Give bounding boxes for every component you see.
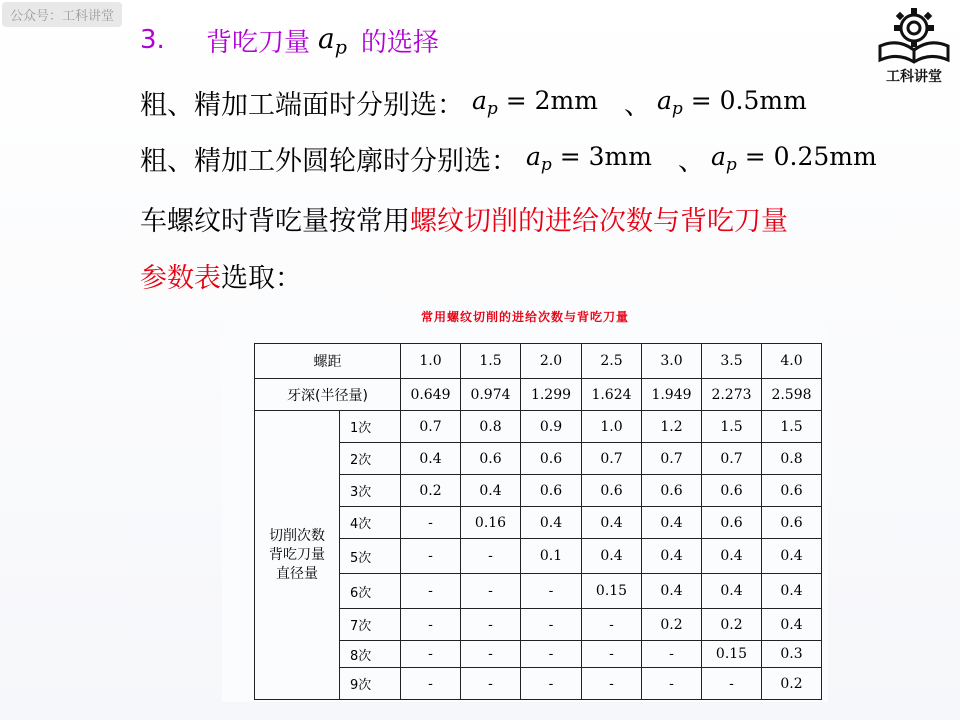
pass-value-cell: 0.15	[702, 641, 762, 668]
line-outer	[140, 134, 877, 182]
logo	[872, 4, 956, 88]
pass-row	[255, 539, 822, 574]
pass-value-cell: -	[401, 641, 461, 668]
pass-value-cell: 0.6	[642, 475, 702, 507]
pass-row	[255, 574, 822, 609]
pass-value-cell: -	[461, 609, 521, 641]
pass-value-cell: 0.6	[521, 475, 582, 507]
pass-value-cell: 1.2	[642, 411, 702, 443]
pass-value-cell: 0.4	[582, 507, 642, 539]
pass-value-cell: 0.15	[582, 574, 642, 609]
pass-value-cell: 0.7	[642, 443, 702, 475]
line-thread	[140, 194, 788, 242]
pass-value-cell: 0.3	[762, 641, 822, 668]
pass-row	[255, 609, 822, 641]
logo-text: 工科讲堂	[886, 69, 942, 85]
line-face	[140, 78, 807, 126]
pass-row	[255, 668, 822, 700]
pass-value-cell: 1.5	[702, 411, 762, 443]
gear-book-icon	[872, 4, 956, 66]
pass-label: 5次	[340, 539, 401, 574]
pass-value-cell: -	[401, 539, 461, 574]
depth-cell: 1.949	[642, 379, 702, 411]
pitch-cell: 4.0	[762, 344, 822, 379]
depth-label: 牙深(半径量)	[255, 379, 401, 411]
depth-cell: 2.273	[702, 379, 762, 411]
section-heading	[140, 18, 439, 62]
pitch-cell: 1.0	[401, 344, 461, 379]
pass-value-cell: -	[521, 609, 582, 641]
pass-value-cell: 0.7	[401, 411, 461, 443]
pass-label: 1次	[340, 411, 401, 443]
pass-value-cell: 0.1	[521, 539, 582, 574]
pass-value-cell: 0.4	[702, 574, 762, 609]
pass-value-cell: 0.6	[702, 507, 762, 539]
pass-value-cell: -	[702, 668, 762, 700]
pass-value-cell: 0.8	[762, 443, 822, 475]
line-outer-text: 粗、精加工外圆轮廓时分别选：	[140, 145, 518, 177]
pitch-cell: 1.5	[461, 344, 521, 379]
symbol-ap: $a_p$	[318, 21, 347, 59]
table-reference-cont: 参数表	[140, 262, 221, 294]
pass-value-cell: 0.6	[461, 443, 521, 475]
line-thread-text: 车螺纹时背吃量按常用	[140, 205, 410, 237]
pass-value-cell: 0.6	[702, 475, 762, 507]
depth-cell: 0.649	[401, 379, 461, 411]
separator: 、	[623, 89, 651, 121]
pitch-label: 螺距	[255, 344, 401, 379]
pass-label: 4次	[340, 507, 401, 539]
pass-label: 7次	[340, 609, 401, 641]
pass-row	[255, 641, 822, 668]
table-reference: 螺纹切削的进给次数与背吃刀量	[410, 205, 788, 237]
pass-value-cell: 0.4	[642, 507, 702, 539]
pass-label: 6次	[340, 574, 401, 609]
pass-value-cell: 0.8	[461, 411, 521, 443]
pass-value-cell: -	[521, 574, 582, 609]
heading-prefix: 背吃刀量	[206, 27, 311, 58]
pass-value-cell: 0.6	[762, 507, 822, 539]
pass-label: 9次	[340, 668, 401, 700]
pass-value-cell: -	[642, 668, 702, 700]
separator: 、	[677, 145, 705, 177]
pass-value-cell: -	[401, 507, 461, 539]
parameter-table	[254, 343, 822, 700]
pass-value-cell: -	[461, 539, 521, 574]
pass-value-cell: 1.5	[762, 411, 822, 443]
pitch-cell: 2.5	[582, 344, 642, 379]
formula-face-finish: $a_p = 0.5mm$	[656, 85, 807, 119]
pass-value-cell: 0.6	[521, 443, 582, 475]
line-face-text: 粗、精加工端面时分别选：	[140, 89, 464, 121]
pass-value-cell: -	[461, 668, 521, 700]
pass-value-cell: -	[582, 641, 642, 668]
line-thread-cont	[140, 251, 302, 299]
depth-cell: 1.299	[521, 379, 582, 411]
pass-value-cell: 0.7	[702, 443, 762, 475]
pass-value-cell: 0.7	[582, 443, 642, 475]
pass-row	[255, 475, 822, 507]
pass-row	[255, 443, 822, 475]
depth-cell: 2.598	[762, 379, 822, 411]
pass-value-cell: 0.2	[702, 609, 762, 641]
heading-suffix: 的选择	[360, 27, 439, 58]
pass-value-cell: 0.4	[762, 539, 822, 574]
pass-value-cell: 0.4	[762, 574, 822, 609]
depth-cell: 1.624	[582, 379, 642, 411]
group-label: 切削次数背吃刀量直径量	[255, 411, 340, 700]
table-title: 常用螺纹切削的进给次数与背吃刀量	[420, 310, 629, 324]
pitch-cell: 3.5	[702, 344, 762, 379]
pass-value-cell: -	[521, 641, 582, 668]
pass-value-cell: 0.4	[582, 539, 642, 574]
pass-value-cell: 0.4	[642, 539, 702, 574]
pass-value-cell: 0.6	[582, 475, 642, 507]
pass-value-cell: 0.4	[461, 475, 521, 507]
thread-parameter-table	[222, 306, 828, 702]
pass-value-cell: -	[642, 641, 702, 668]
pass-value-cell: -	[401, 574, 461, 609]
pass-value-cell: 0.4	[401, 443, 461, 475]
formula-outer-rough: $a_p = 3mm$	[526, 141, 652, 175]
formula-face-rough: $a_p = 2mm$	[472, 85, 598, 119]
pass-value-cell: -	[521, 668, 582, 700]
pitch-row	[255, 344, 822, 379]
pass-value-cell: 0.2	[401, 475, 461, 507]
line-thread-end: 选取：	[221, 262, 302, 294]
pass-value-cell: -	[461, 641, 521, 668]
pass-row	[255, 411, 822, 443]
pass-value-cell: 0.6	[762, 475, 822, 507]
pass-value-cell: 0.4	[642, 574, 702, 609]
section-number: 3.	[140, 25, 165, 55]
watermark: 公众号：工科讲堂	[2, 2, 122, 27]
pass-label: 8次	[340, 641, 401, 668]
formula-outer-finish: $a_p = 0.25mm$	[710, 141, 877, 175]
pass-value-cell: 0.4	[521, 507, 582, 539]
pass-value-cell: 0.4	[702, 539, 762, 574]
pass-value-cell: -	[582, 609, 642, 641]
pass-label: 3次	[340, 475, 401, 507]
pass-value-cell: 1.0	[582, 411, 642, 443]
pass-label: 2次	[340, 443, 401, 475]
pass-value-cell: -	[401, 668, 461, 700]
depth-row	[255, 379, 822, 411]
depth-cell: 0.974	[461, 379, 521, 411]
pass-value-cell: -	[582, 668, 642, 700]
pass-row	[255, 507, 822, 539]
pitch-cell: 3.0	[642, 344, 702, 379]
pass-value-cell: -	[401, 609, 461, 641]
pass-value-cell: 0.2	[642, 609, 702, 641]
pass-value-cell: 0.16	[461, 507, 521, 539]
pass-value-cell: 0.2	[762, 668, 822, 700]
pass-value-cell: -	[461, 574, 521, 609]
pitch-cell: 2.0	[521, 344, 582, 379]
pass-value-cell: 0.9	[521, 411, 582, 443]
pass-value-cell: 0.4	[762, 609, 822, 641]
